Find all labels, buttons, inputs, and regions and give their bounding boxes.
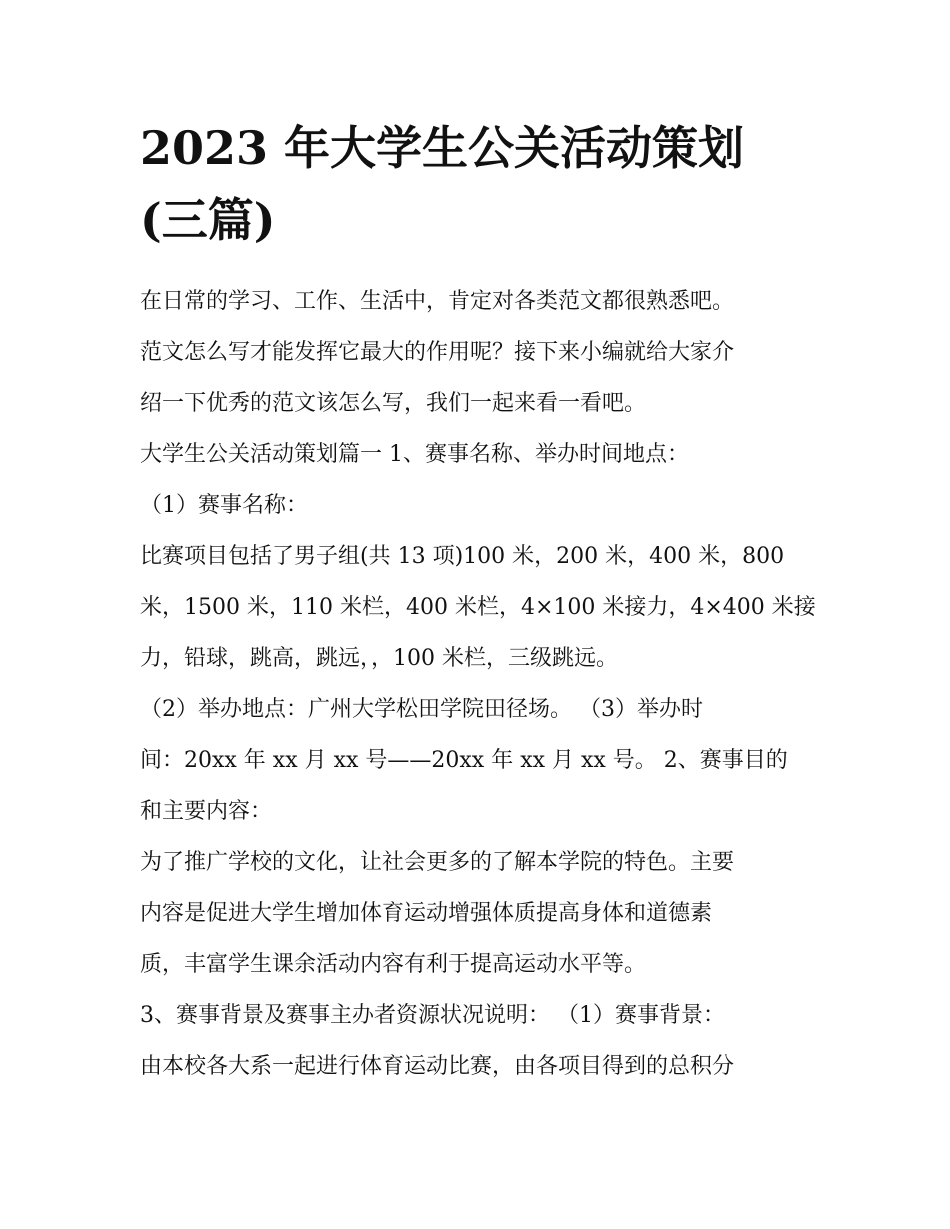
body-line: 大学生公关活动策划篇一 1、赛事名称、举办时间地点： [140,442,689,467]
body-line: （2）举办地点：广州大学松田学院田径场。 （3）举办时 [140,697,703,722]
body-line: 力，铅球，跳高，跳远，，100 米栏，三级跳远。 [140,646,618,671]
body-line: 米，1500 米，110 米栏，400 米栏，4×100 米接力，4×400 米接 [140,595,816,620]
body-line: （1）赛事名称： [140,493,308,518]
body-line: 间：20xx 年 xx 月 xx 号——20xx 年 xx 月 xx 号。 2、赛事目的 [140,748,788,773]
body-line: 比赛项目包括了男子组(共 13 项)100 米，200 米，400 米，800 [140,544,785,569]
title-line: (三篇) [140,193,276,247]
document-title [140,112,820,256]
body-line: 绍一下优秀的范文该怎么写，我们一起来看一看吧。 [140,391,647,416]
body-line: 由本校各大系一起进行体育运动比赛，由各项目得到的总积分 [140,1054,735,1079]
body-line: 和主要内容： [140,799,273,824]
document-body [140,276,820,1092]
title-line: 2023 年大学生公关活动策划 [140,121,745,175]
body-line: 质，丰富学生课余活动内容有利于提高运动水平等。 [140,952,647,977]
body-line: 内容是促进大学生增加体育运动增强体质提高身体和道德素 [140,901,713,926]
body-line: 在日常的学习、工作、生活中，肯定对各类范文都很熟悉吧。 [140,289,735,314]
body-line: 3、赛事背景及赛事主办者资源状况说明： （1）赛事背景： [140,1003,725,1028]
body-line: 为了推广学校的文化，让社会更多的了解本学院的特色。主要 [140,850,735,875]
body-line: 范文怎么写才能发挥它最大的作用呢？接下来小编就给大家介 [140,340,735,365]
